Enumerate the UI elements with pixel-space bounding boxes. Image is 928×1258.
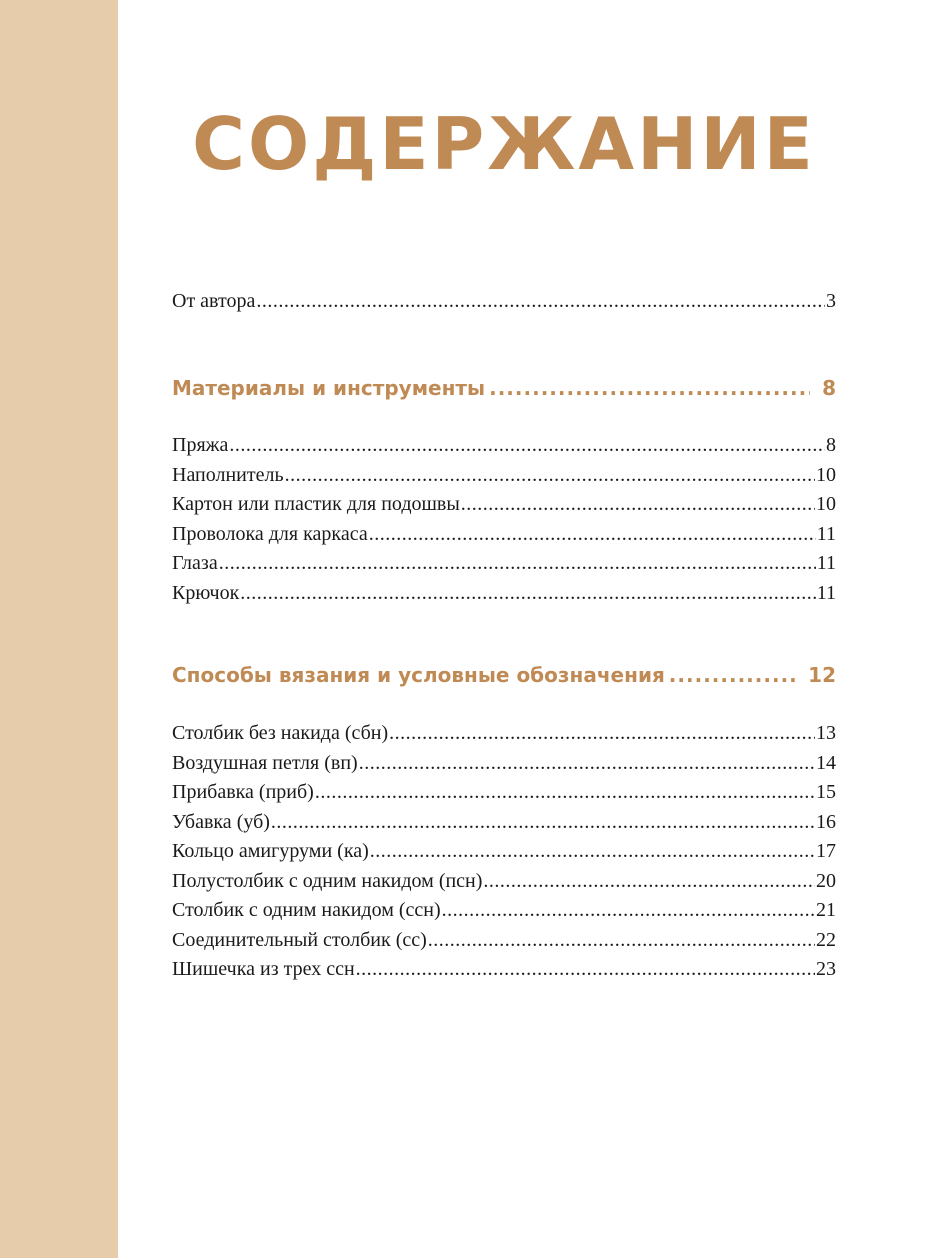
- toc-section-heading[interactable]: [172, 371, 836, 405]
- dot-leader: [461, 490, 815, 520]
- toc-entry-page: 11: [816, 522, 836, 545]
- toc-entry[interactable]: [172, 778, 836, 808]
- dot-leader: [315, 778, 815, 808]
- toc-intro: [172, 287, 836, 317]
- dot-leader: [285, 461, 815, 491]
- toc-entry-label: Воздушная петля (вп): [172, 751, 358, 774]
- toc-heading-page: 12: [808, 663, 836, 687]
- toc-entry-label: Шишечка из трех ссн: [172, 958, 355, 980]
- toc-entry[interactable]: [172, 549, 836, 579]
- toc-entry-page: 10: [816, 493, 836, 515]
- toc-entry-page: 20: [816, 869, 836, 892]
- toc-list-techniques: [172, 719, 836, 985]
- toc-entry-page: 15: [816, 781, 836, 803]
- toc-section-materials: [172, 371, 836, 405]
- toc-entry[interactable]: [172, 867, 836, 897]
- dot-leader: [271, 808, 815, 838]
- dot-leader: [442, 896, 815, 926]
- toc-entry-page: 3: [826, 290, 836, 312]
- toc-entry-page: 11: [816, 552, 836, 574]
- toc-entry-page: 11: [816, 581, 836, 604]
- dot-leader: [369, 520, 816, 550]
- toc-entry[interactable]: [172, 749, 836, 779]
- toc-entry[interactable]: [172, 579, 836, 609]
- dot-leader: [359, 749, 815, 779]
- toc-entry[interactable]: [172, 955, 836, 985]
- dot-leader: [483, 867, 815, 897]
- toc-entry[interactable]: [172, 896, 836, 926]
- toc-entry-label: Наполнитель: [172, 463, 284, 486]
- toc-entry-label: Картон или пластик для подошвы: [172, 493, 460, 515]
- dot-leader: [389, 719, 815, 749]
- toc-entry-label: Глаза: [172, 552, 218, 574]
- toc-entry-label: Крючок: [172, 581, 240, 604]
- toc-entry[interactable]: [172, 926, 836, 956]
- toc-entry-label: Кольцо амигуруми (ка): [172, 840, 369, 862]
- dot-leader: [669, 658, 796, 692]
- toc-heading-label: Способы вязания и условные обозначения: [172, 663, 665, 687]
- page-title: СОДЕРЖАНИЕ: [192, 102, 816, 186]
- toc-entry[interactable]: [172, 520, 836, 550]
- toc-list-materials: [172, 431, 836, 608]
- toc-section-techniques: [172, 658, 836, 692]
- toc-entry-page: 13: [816, 722, 836, 744]
- toc-entry-label: Полустолбик с одним накидом (псн): [172, 869, 483, 892]
- toc-entry[interactable]: [172, 461, 836, 491]
- toc-entry-label: Соединительный столбик (сс): [172, 928, 427, 951]
- dot-leader: [489, 371, 810, 405]
- toc-entry-page: 22: [816, 928, 836, 951]
- toc-heading-label: Материалы и инструменты: [172, 376, 486, 400]
- toc-entry-page: 10: [816, 463, 836, 486]
- dot-leader: [370, 837, 815, 867]
- toc-entry[interactable]: [172, 287, 836, 317]
- toc-entry-page: 8: [826, 434, 836, 456]
- toc-entry[interactable]: [172, 719, 836, 749]
- toc-entry-page: 16: [816, 810, 836, 833]
- dot-leader: [256, 287, 825, 317]
- toc-entry-page: 21: [816, 899, 836, 921]
- toc-heading-page: 8: [822, 376, 836, 400]
- toc-entry-label: Столбик без накида (сбн): [172, 722, 389, 744]
- toc-entry-label: Столбик с одним накидом (ссн): [172, 899, 441, 921]
- toc-entry[interactable]: [172, 808, 836, 838]
- toc-entry-page: 23: [816, 958, 836, 980]
- toc-entry-label: Проволока для каркаса: [172, 522, 368, 545]
- dot-leader: [229, 431, 825, 461]
- toc-entry[interactable]: [172, 490, 836, 520]
- dot-leader: [428, 926, 815, 956]
- toc-entry-page: 14: [816, 751, 836, 774]
- dot-leader: [356, 955, 815, 985]
- toc-entry-label: Прибавка (приб): [172, 781, 314, 803]
- dot-leader: [219, 549, 816, 579]
- toc-entry[interactable]: [172, 431, 836, 461]
- toc-entry-label: Убавка (уб): [172, 810, 270, 833]
- side-color-band: [0, 0, 118, 1258]
- toc-section-heading[interactable]: [172, 658, 836, 692]
- toc-entry[interactable]: [172, 837, 836, 867]
- toc-entry-label: От автора: [172, 290, 256, 312]
- toc-entry-page: 17: [816, 840, 836, 862]
- toc-entry-label: Пряжа: [172, 434, 229, 456]
- dot-leader: [240, 579, 815, 609]
